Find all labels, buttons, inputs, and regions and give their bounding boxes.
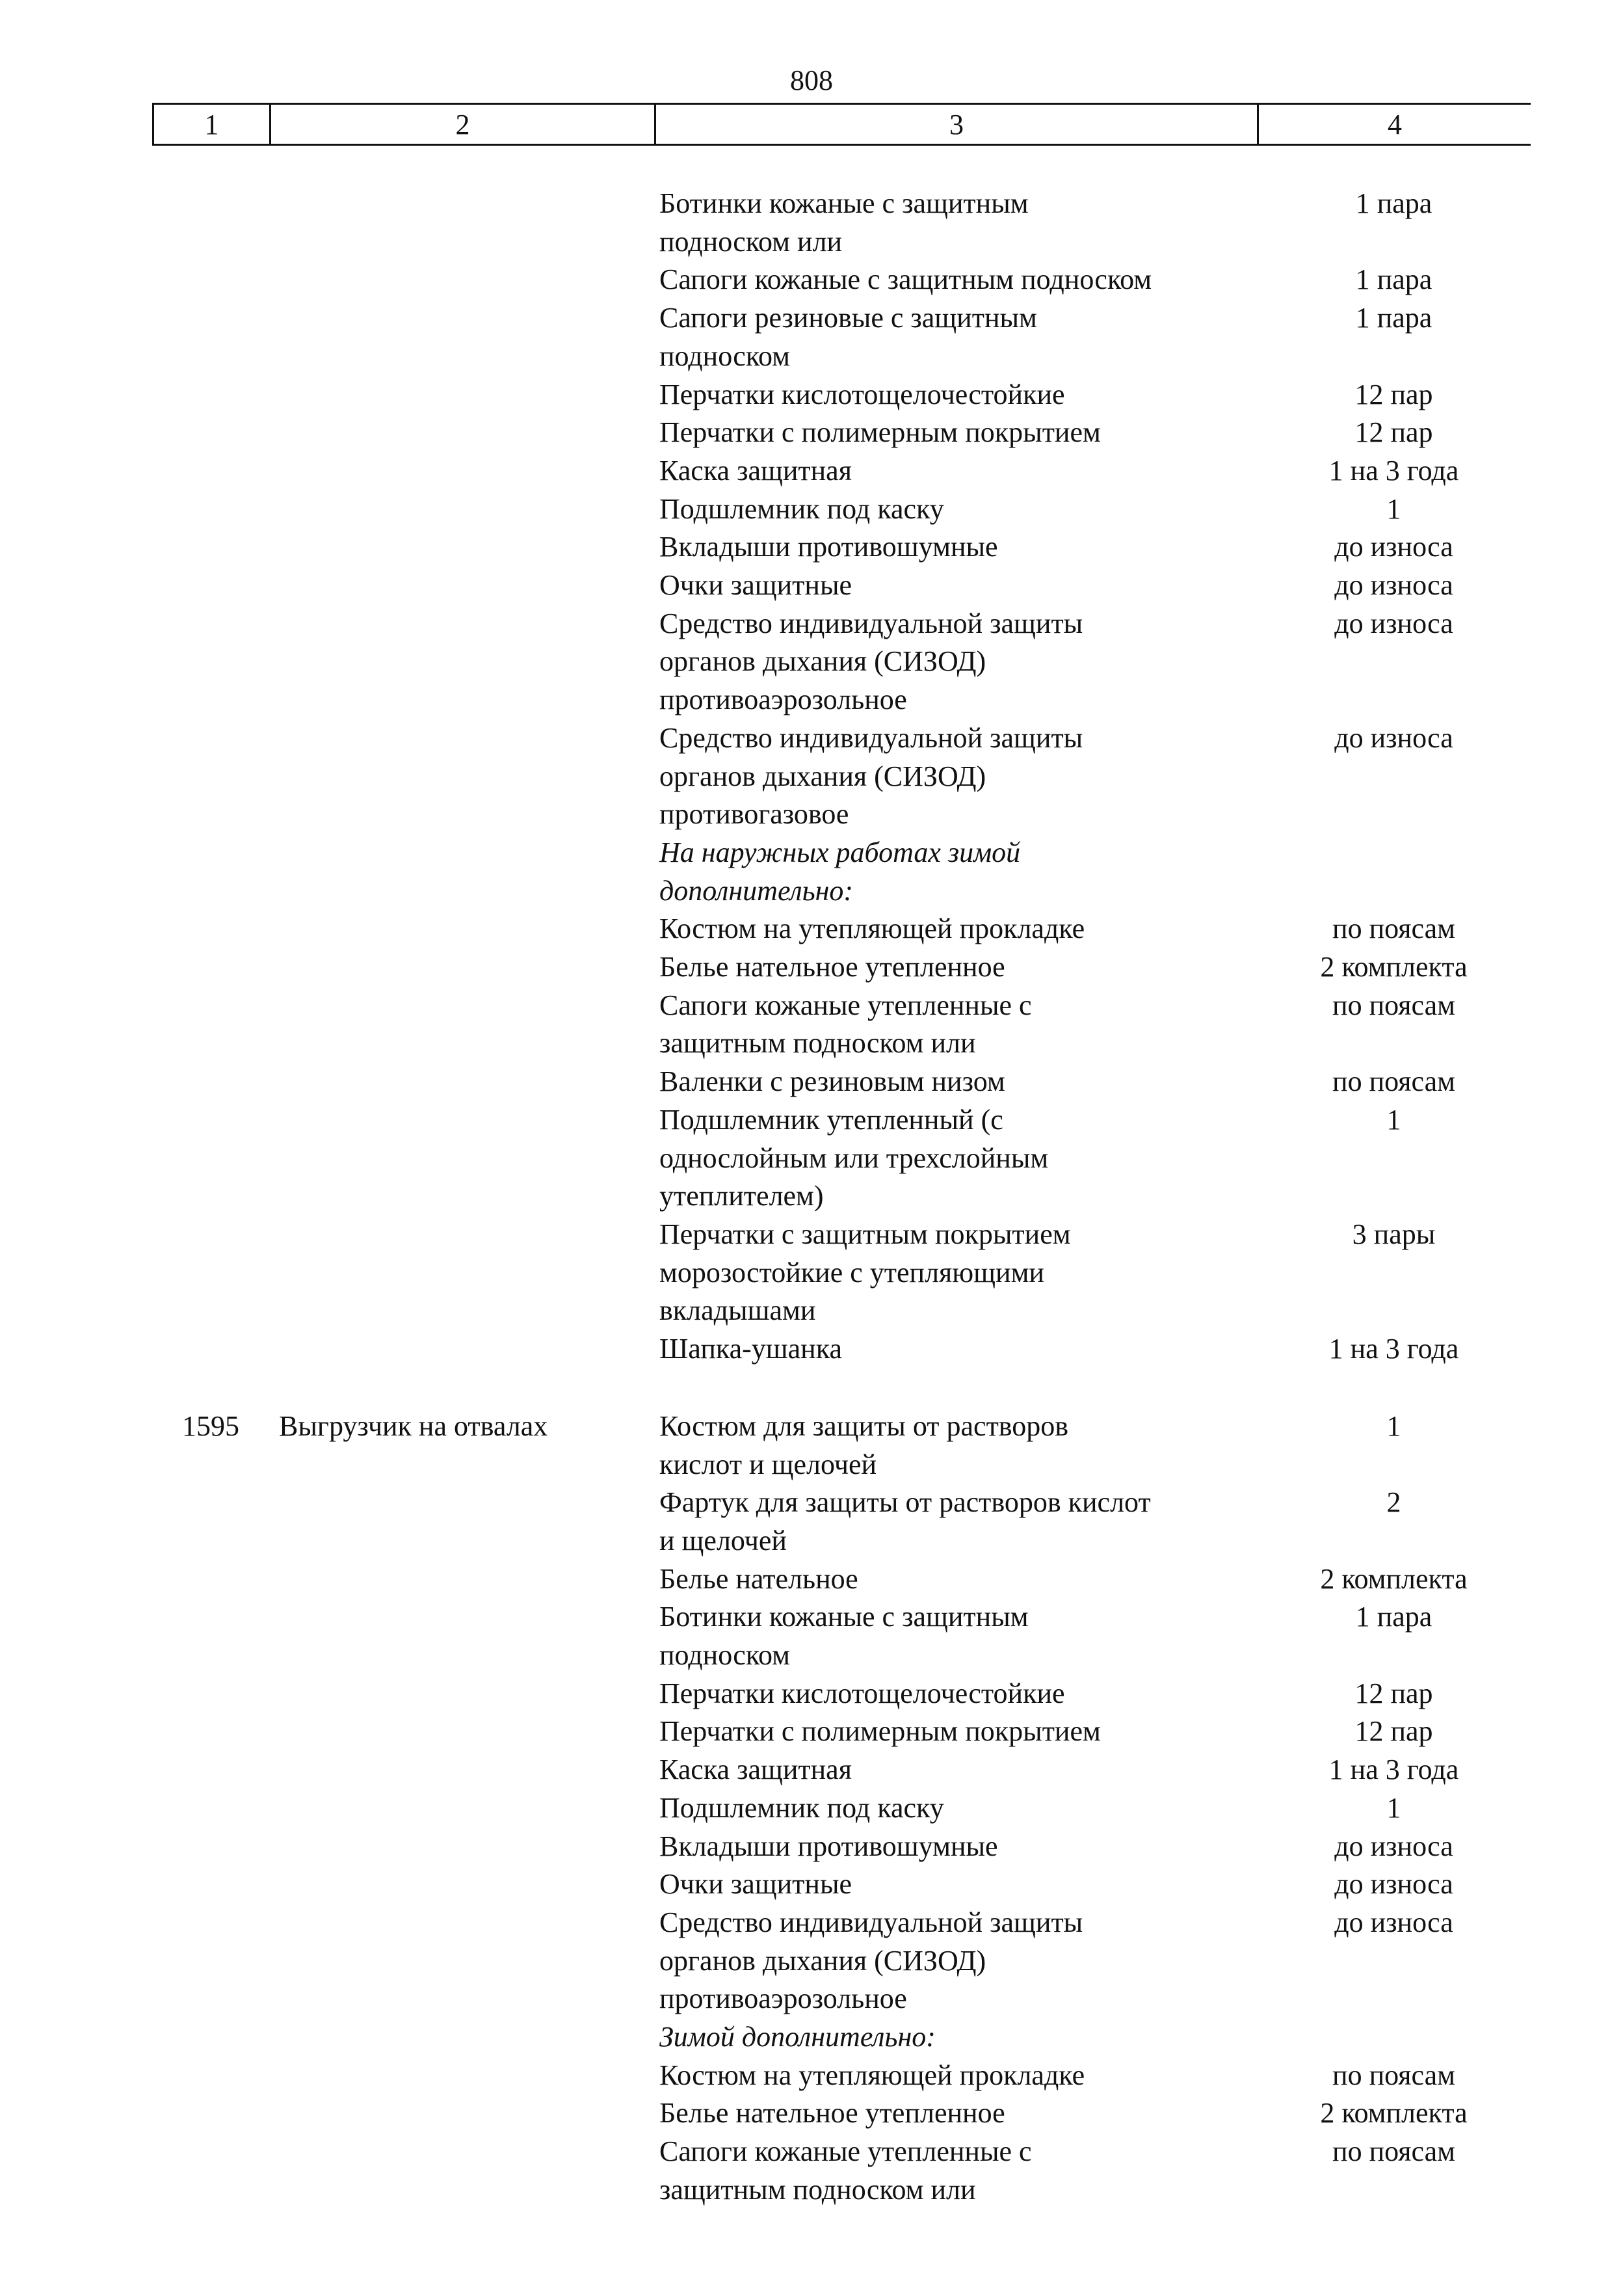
row-item: Фартук для защиты от растворов кислот и щелочей [659,1486,1151,1556]
row-quantity: до износа [1334,1830,1453,1862]
row-item: Шапка-ушанка [659,1333,842,1365]
row-item: Зимой дополнительно: [659,2021,936,2053]
row-quantity: 2 комплекта [1320,951,1468,983]
row-quantity: по поясам [1332,913,1455,945]
table-row [152,1063,1531,1101]
row-item: Вкладыши противошумные [659,1830,998,1862]
table-row [152,719,1531,834]
row-item: Каска защитная [659,1754,852,1786]
row-quantity: до износа [1334,1906,1453,1938]
table-row [152,948,1531,987]
table-row [152,1216,1531,1330]
table-row [152,185,1531,261]
row-quantity: 12 пар [1354,378,1433,410]
row-quantity: 1 на 3 года [1328,454,1459,487]
row-number: 1595 [182,1409,239,1442]
row-item: Костюм на утепляющей прокладке [659,2059,1085,2091]
column-header-1: 1 [152,105,269,144]
column-header-3: 3 [654,105,1257,144]
table-row [152,2133,1531,2209]
row-item: Перчатки с защитным покрытием морозостойкие с утепляющими вкладышами [659,1218,1071,1327]
table-row [152,1330,1531,1368]
row-item: Очки защитные [659,1868,852,1901]
table-row [152,2094,1531,2133]
table-row [152,1865,1531,1904]
table-row [152,1484,1531,1560]
row-quantity: 1 пара [1355,302,1432,334]
row-quantity: 1 на 3 года [1328,1754,1459,1786]
table-row [152,1598,1531,1674]
column-header-4: 4 [1257,105,1531,144]
row-quantity: до износа [1334,607,1453,639]
table-row [152,1789,1531,1828]
row-quantity: 12 пар [1354,416,1433,449]
table-row [152,452,1531,490]
row-profession: Выгрузчик на отвалах [279,1409,548,1442]
row-item: Подшлемник утепленный (с однослойным или трехслойным утеплителем) [659,1103,1049,1212]
row-item: Перчатки с полимерным покрытием [659,416,1101,449]
row-quantity: по поясам [1332,1065,1455,1098]
table-row [152,605,1531,719]
row-quantity: 12 пар [1354,1677,1433,1709]
row-item: Перчатки кислотощелочестойкие [659,378,1065,410]
row-item: Ботинки кожаные с защитным подноском или [659,187,1029,258]
row-quantity: по поясам [1332,2135,1455,2168]
row-item: Валенки с резиновым низом [659,1065,1005,1098]
row-quantity: 2 комплекта [1320,1562,1468,1595]
table-row [152,299,1531,375]
row-item: Вкладыши противошумные [659,531,998,563]
row-quantity: 1 пара [1355,187,1432,219]
row-quantity: 1 [1386,1409,1401,1442]
row-quantity: до износа [1334,721,1453,754]
table-row [152,1101,1531,1216]
row-quantity: 3 пары [1352,1218,1436,1250]
table-row [152,2057,1531,2095]
row-item: Средство индивидуальной защиты органов дыхания (СИЗОД) противоаэрозольное [659,1906,1083,2015]
table-row [152,834,1531,910]
table-body [152,185,1531,2209]
row-item: Очки защитные [659,569,852,602]
table-row [152,528,1531,567]
row-quantity: до износа [1334,1868,1453,1901]
row-item: Перчатки с полимерным покрытием [659,1715,1101,1748]
row-item: Подшлемник под каску [659,492,944,525]
table-row [152,567,1531,605]
row-quantity: 2 [1386,1486,1401,1519]
row-item: Костюм на утепляющей прокладке [659,913,1085,945]
table-row [152,1675,1531,1713]
table-row [152,987,1531,1063]
table-row [152,1560,1531,1599]
row-quantity: по поясам [1332,989,1455,1021]
row-item: Костюм для защиты от растворов кислот и щелочей [659,1409,1069,1480]
column-header-row [152,103,1531,146]
row-quantity: 1 на 3 года [1328,1333,1459,1365]
table-row [152,1408,1531,1484]
row-quantity: до износа [1334,569,1453,602]
table-row [152,261,1531,299]
row-item: Подшлемник под каску [659,1791,944,1824]
table-row [152,376,1531,414]
row-item: Средство индивидуальной защиты органов дыхания (СИЗОД) противоаэрозольное [659,607,1083,716]
row-item: На наружных работах зимой дополнительно: [659,836,1021,907]
table-row [152,1751,1531,1789]
row-item: Перчатки кислотощелочестойкие [659,1677,1065,1709]
table-row [152,1828,1531,1866]
table-row [152,490,1531,529]
row-quantity: 1 [1386,1103,1401,1136]
table-row [152,910,1531,948]
row-quantity: до износа [1334,531,1453,563]
row-item: Сапоги кожаные утепленные с защитным подноском или [659,2135,1032,2206]
column-header-2: 2 [269,105,654,144]
row-quantity: 12 пар [1354,1715,1433,1748]
table-row [152,1904,1531,2018]
row-item: Сапоги кожаные с защитным подноском [659,263,1152,296]
table-row [152,1713,1531,1751]
table-row [152,414,1531,452]
row-quantity: 1 [1386,1791,1401,1824]
row-item: Средство индивидуальной защиты органов дыхания (СИЗОД) противогазовое [659,721,1083,831]
row-quantity: 1 [1386,492,1401,525]
row-item: Сапоги кожаные утепленные с защитным подноском или [659,989,1032,1060]
row-item: Сапоги резиновые с защитным подноском [659,302,1037,372]
row-item: Ботинки кожаные с защитным подноском [659,1601,1029,1672]
row-quantity: 1 пара [1355,1601,1432,1633]
row-quantity: по поясам [1332,2059,1455,2091]
row-item: Белье нательное [659,1562,858,1595]
row-quantity: 1 пара [1355,263,1432,296]
table-row [152,2018,1531,2057]
page-number: 808 [790,64,833,96]
row-item: Белье нательное утепленное [659,2097,1005,2129]
row-quantity: 2 комплекта [1320,2097,1468,2129]
row-gap [152,1368,1531,1408]
row-item: Белье нательное утепленное [659,951,1005,983]
row-item: Каска защитная [659,454,852,487]
